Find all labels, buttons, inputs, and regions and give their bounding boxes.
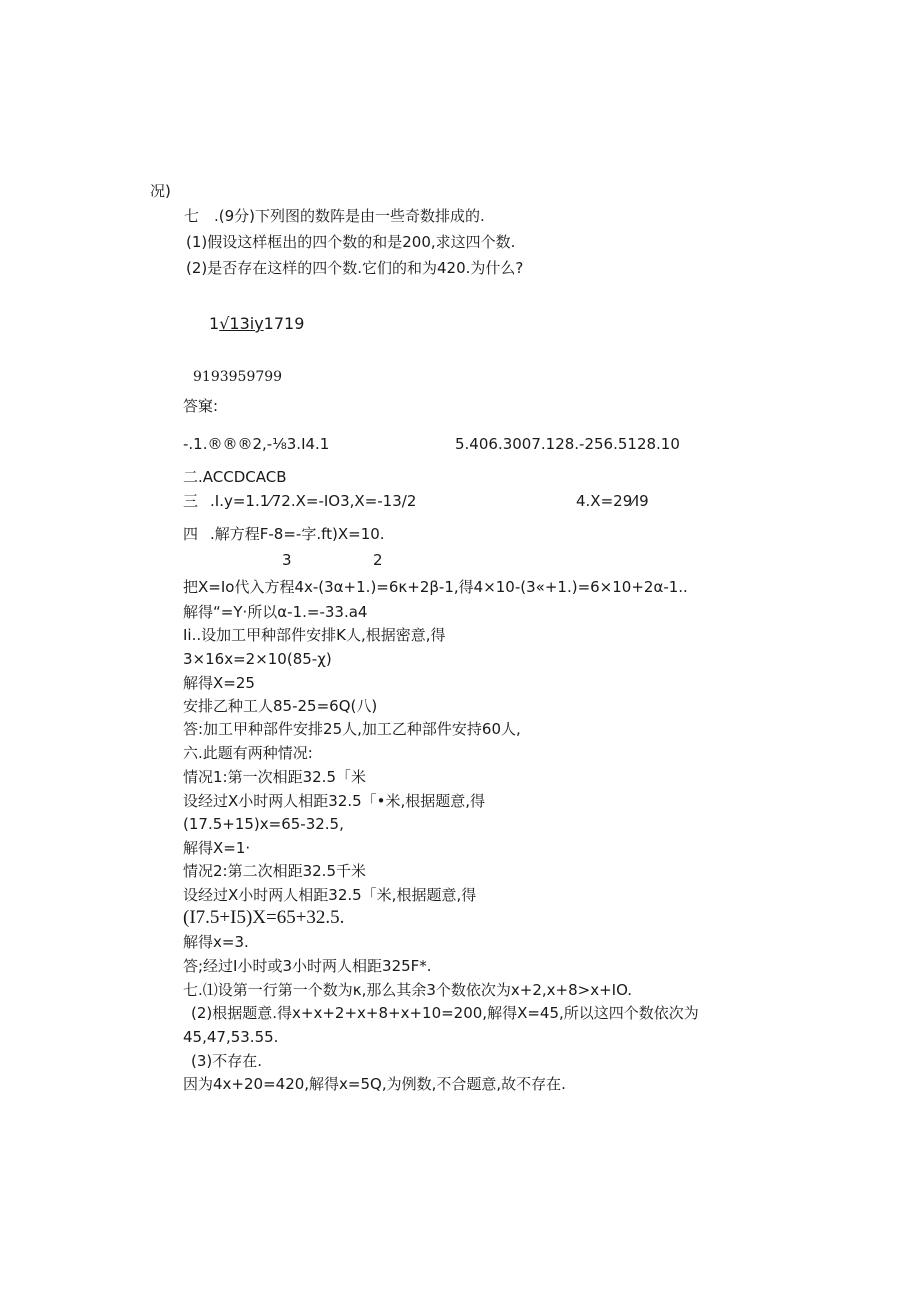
- answer-4-denominator-1: 3: [282, 551, 292, 569]
- answer-3-left: .I.y=1.1⁄72.X=-IO3,X=-13/2: [210, 492, 417, 510]
- answer-7-part-1: 七.⑴设第一行第一个数为κ,那么其余3个数依次为x+2,x+8>x+IO.: [183, 981, 633, 999]
- answer-7-part-2-values: 45,47,53.55.: [183, 1028, 279, 1046]
- answer-5-second: 安排乙种工人85-25=6Q(八): [183, 697, 378, 715]
- matrix-row-1: [209, 315, 304, 333]
- matrix-row-2: 9193959799: [193, 369, 283, 385]
- answer-1-right: 5.406.3007.128.-256.5128.10: [455, 435, 680, 453]
- answer-3-label: 三: [183, 492, 199, 510]
- question-part-1: (1)假设这样框出的四个数的和是200,求这四个数.: [186, 233, 516, 251]
- answer-6-case-1-solution: 解得X=1·: [183, 839, 251, 857]
- answer-5-conclusion: 答:加工甲种部件安排25人,加工乙种部件安持60人,: [183, 720, 521, 738]
- answer-7-part-3: (3)不存在.: [191, 1052, 263, 1070]
- answer-6-intro: 六.此题有两种情况:: [183, 744, 313, 762]
- matrix-row-1-a: 1: [209, 314, 220, 333]
- answer-2: 二.ACCDCACB: [183, 468, 287, 486]
- answer-4-denominator-2: 2: [373, 551, 383, 569]
- answer-6-case-1-setup: 设经过X小时两人相距32.5「•米,根据题意,得: [183, 792, 486, 810]
- matrix-row-1-b: √13iy: [219, 314, 264, 333]
- answer-6-case-2: 情况2:第二次相距32.5千米: [183, 862, 366, 880]
- question-tail: 况): [150, 182, 171, 200]
- answer-4-text: .解方程F-8=-字.ft)X=10.: [210, 525, 385, 543]
- question-part-2: (2)是否存在这样的四个数.它们的和为420.为什么?: [186, 259, 524, 277]
- matrix-row-1-c: 1719: [263, 314, 305, 333]
- answer-6-case-2-equation: (I7.5+I5)X=65+32.5.: [183, 907, 345, 928]
- answer-6-conclusion: 答;经过I小时或3小时两人相距325F*.: [183, 957, 432, 975]
- answer-7-part-2: (2)根据题意.得x+x+2+x+8+x+10=200,解得X=45,所以这四个数依次为: [191, 1004, 699, 1022]
- answer-4-label: 四: [183, 525, 199, 543]
- answer-5-equation: 3×16x=2×10(85-χ): [183, 650, 332, 668]
- answer-4-substitute: 把X=Io代入方程4x-(3α+1.)=6κ+2β-1,得4×10-(3«+1.)=6×10+2α-1..: [183, 578, 688, 596]
- answers-heading: 答窠:: [183, 397, 219, 415]
- answer-3-right: 4.X=29⁄I9: [576, 492, 649, 510]
- answer-6-case-1-equation: (17.5+15)x=65-32.5,: [183, 815, 344, 833]
- answer-1-left: -.1.®®®2,-⅛3.I4.1: [183, 435, 330, 453]
- answer-5-intro: Ii..设加工甲种部件安排K人,根据密意,得: [183, 626, 446, 644]
- answer-4-result: 解得“=Y·所以α-1.=-33.а4: [183, 603, 368, 621]
- answer-6-case-2-solution: 解得x=3.: [183, 933, 249, 951]
- question-title: 七 .(9分)下列图的数阵是由一些奇数排成的.: [184, 207, 485, 225]
- answer-6-case-1: 情况1:第一次相距32.5「米: [183, 768, 366, 786]
- answer-6-case-2-setup: 设经过X小时两人相距32.5「米,根据题意,得: [183, 886, 477, 904]
- answer-5-solve: 解得X=25: [183, 674, 255, 692]
- answer-7-part-3-reason: 因为4x+20=420,解得x=5Q,为例数,不合题意,故不存在.: [183, 1075, 566, 1093]
